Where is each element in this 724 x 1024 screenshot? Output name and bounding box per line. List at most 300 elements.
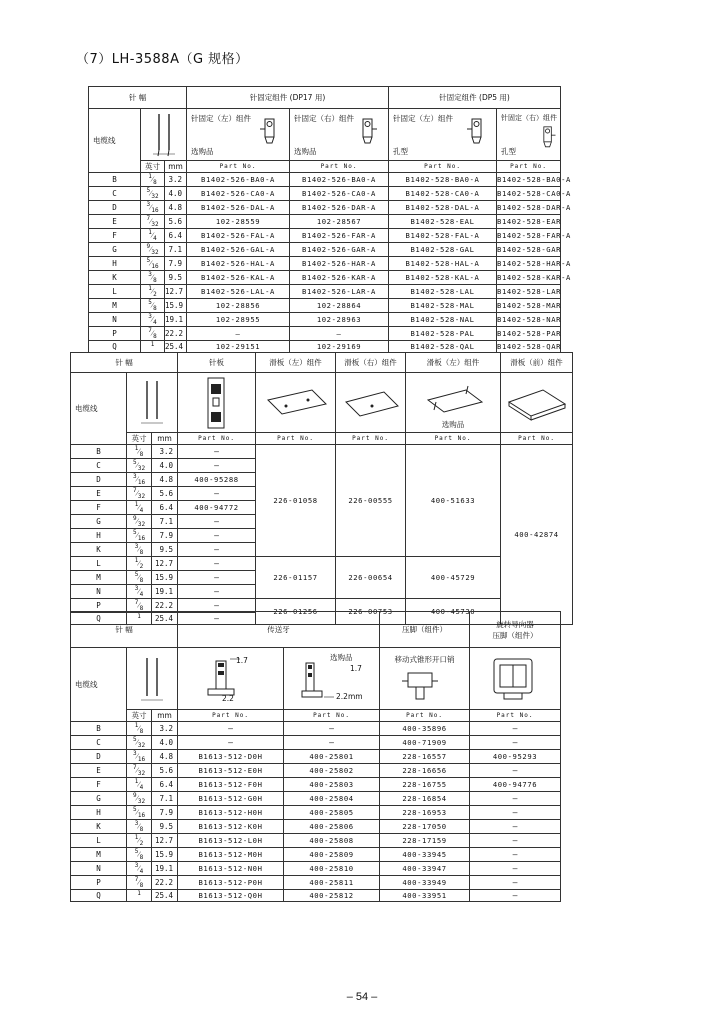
part-number-cell: 400-25809 — [284, 848, 380, 862]
inch-numerator: 9 — [132, 515, 137, 522]
inch-denominator: 8 — [153, 305, 157, 312]
slide-left2-part: 400-45730 — [406, 599, 501, 625]
fraction-slash: ⁄ — [138, 779, 140, 789]
row-letter: B — [89, 173, 141, 187]
part-number-cell: B1402-528-GAR — [497, 243, 561, 257]
part-no-header: Part No. — [470, 710, 561, 722]
table-row — [71, 792, 561, 806]
part-number-cell: B1402-526-LAL-A — [187, 285, 290, 299]
part-number-cell: 400-25812 — [284, 890, 380, 902]
row-inch — [127, 764, 152, 778]
part-number-cell: B1402-526-BA0-A — [290, 173, 389, 187]
inch-numerator: 5 — [146, 187, 151, 194]
row-mm: 7.1 — [165, 243, 187, 257]
needle-plate-icon — [178, 374, 256, 432]
row-letter: C — [71, 459, 127, 473]
part-number-cell: — — [470, 722, 561, 736]
part-number-cell: B1613-512-E0H — [178, 764, 284, 778]
part-number-cell: 228-17050 — [380, 820, 470, 834]
part-number-cell: — — [470, 764, 561, 778]
row-inch — [127, 515, 152, 529]
fraction-slash: ⁄ — [138, 586, 140, 596]
group-dp5-header: 针固定组件 (DP5 用) — [389, 87, 561, 109]
inch-numerator: 7 — [132, 487, 137, 494]
row-letter: B — [71, 722, 127, 736]
table-row — [89, 327, 561, 341]
row-inch — [141, 327, 165, 341]
row-inch — [127, 722, 152, 736]
feed-dog-opt-dim-22mm: 2.2mm — [336, 692, 363, 701]
part-number-cell: 400-35896 — [380, 722, 470, 736]
fraction-slash: ⁄ — [136, 460, 138, 470]
table-row — [71, 445, 573, 459]
row-mm: 7.1 — [152, 792, 178, 806]
feed-dog-dim-22: 2.2 — [222, 694, 234, 703]
part-no-header: Part No. — [501, 433, 573, 445]
part-number-cell: B1402-528-MAR — [497, 299, 561, 313]
inch-denominator: 16 — [137, 535, 146, 542]
row-mm: 7.1 — [152, 515, 178, 529]
slide-left2-figure — [406, 373, 501, 433]
row-letter: P — [89, 327, 141, 341]
inch-numerator: 7 — [148, 327, 152, 334]
feed-dog-opt-dim-17: 1.7 — [350, 664, 362, 673]
row-inch — [127, 557, 152, 571]
fraction-slash: ⁄ — [136, 765, 138, 775]
part-number-cell: — — [470, 820, 561, 834]
inch-numerator: 7 — [134, 599, 139, 606]
row-letter: E — [71, 487, 127, 501]
part-no-header: Part No. — [187, 161, 290, 173]
inch-denominator: 32 — [137, 493, 146, 500]
mm-header: mm — [165, 161, 187, 173]
part-number-cell: 102-28559 — [187, 215, 290, 229]
part-number-cell: 228-17159 — [380, 834, 470, 848]
part-number-cell: 400-94776 — [470, 778, 561, 792]
inch-numerator: 1 — [148, 229, 152, 236]
inch-denominator: 32 — [151, 249, 159, 256]
inch-numerator: 9 — [146, 243, 151, 250]
inch-numerator: 5 — [134, 848, 139, 855]
part-number-cell: B1402-528-NAL — [389, 313, 497, 327]
part-number-cell: B1402-528-CA0-A — [497, 187, 561, 201]
row-letter: K — [71, 543, 127, 557]
row-mm: 3.2 — [165, 173, 187, 187]
part-number-cell: — — [470, 862, 561, 876]
row-inch — [141, 257, 165, 271]
part-number-cell: B1613-512-D0H — [178, 750, 284, 764]
inch-header: 英寸 — [127, 433, 152, 445]
row-letter: D — [89, 201, 141, 215]
row-letter: C — [71, 736, 127, 750]
part-number-cell: B1613-512-N0H — [178, 862, 284, 876]
needle-clamp-right-dp5-icon — [538, 123, 558, 149]
fraction-slash: ⁄ — [151, 286, 154, 296]
fraction-slash: ⁄ — [151, 230, 154, 240]
row-inch — [127, 806, 152, 820]
part-number-cell: B1402-528-PAL — [389, 327, 497, 341]
inch-denominator: 4 — [139, 868, 144, 875]
part-number-cell: B1402-526-KAL-A — [187, 271, 290, 285]
row-letter: K — [71, 820, 127, 834]
slide-left-part: 226-01058 — [256, 445, 336, 557]
part-number-cell: 228-16953 — [380, 806, 470, 820]
feed-dog-header: 传送牙 — [178, 612, 380, 648]
fraction-slash: ⁄ — [136, 807, 138, 817]
slide-right-header: 滑板（右）组件 — [336, 353, 406, 373]
row-letter: M — [71, 571, 127, 585]
inch-denominator: 16 — [137, 756, 146, 763]
inch-denominator: 8 — [139, 728, 144, 735]
table-row — [71, 834, 561, 848]
inch-numerator: 3 — [132, 473, 137, 480]
part-number-cell: 400-25806 — [284, 820, 380, 834]
inch-denominator: 32 — [137, 742, 146, 749]
row-mm: 12.7 — [152, 557, 178, 571]
inch-numerator: 5 — [148, 299, 152, 306]
table-row — [89, 187, 561, 201]
needle-plate-part: — — [178, 571, 256, 585]
needle-clamp-left-icon — [257, 115, 281, 145]
part-number-cell: B1402-526-CA0-A — [290, 187, 389, 201]
inch-numerator: 9 — [132, 792, 137, 799]
feed-dog-presser-table — [70, 611, 561, 902]
row-letter: C — [89, 187, 141, 201]
feed-dog-dim-17: 1.7 — [236, 656, 248, 665]
part-number-cell: 102-29151 — [187, 341, 290, 353]
needle-plate-part: — — [178, 557, 256, 571]
inch-denominator: 4 — [139, 507, 144, 514]
needle-plate-figure — [178, 373, 256, 433]
fraction-slash: ⁄ — [138, 723, 140, 733]
part-number-cell: 400-33949 — [380, 876, 470, 890]
part-number-cell: B1402-528-PAR — [497, 327, 561, 341]
row-mm: 7.9 — [165, 257, 187, 271]
part-number-cell: B1402-528-KAL-A — [389, 271, 497, 285]
row-letter: D — [71, 473, 127, 487]
row-inch — [141, 187, 165, 201]
part-number-cell: B1402-528-BA0-A — [389, 173, 497, 187]
inch-denominator: 4 — [139, 591, 144, 598]
row-inch — [127, 890, 152, 902]
mm-header: mm — [152, 433, 178, 445]
part-no-header: Part No. — [284, 710, 380, 722]
part-number-cell: 400-25808 — [284, 834, 380, 848]
part-number-cell: B1402-528-LAL — [389, 285, 497, 299]
slide-right-part: 226-00753 — [336, 599, 406, 625]
inch-numerator: 3 — [134, 585, 139, 592]
row-letter: B — [71, 445, 127, 459]
row-inch — [127, 459, 152, 473]
needle-clamp-left-dp5-icon — [464, 115, 488, 145]
row-mm: 9.5 — [152, 820, 178, 834]
part-number-cell: — — [284, 722, 380, 736]
inch-numerator: 7 — [134, 876, 139, 883]
slide-left-part: 226-01157 — [256, 557, 336, 599]
inch-numerator: 1 — [148, 285, 152, 292]
part-number-cell: B1402-528-BA0-A — [497, 173, 561, 187]
row-inch — [141, 285, 165, 299]
needle-clamp-table — [88, 86, 571, 353]
part-number-cell: B1613-512-K0H — [178, 820, 284, 834]
row-letter: F — [89, 229, 141, 243]
table-row — [71, 806, 561, 820]
part-number-cell: B1402-526-HAR-A — [290, 257, 389, 271]
inch-denominator: 32 — [137, 770, 146, 777]
row-inch — [127, 750, 152, 764]
inch-denominator: 32 — [151, 221, 159, 228]
row-letter: L — [89, 285, 141, 299]
table-row — [71, 764, 561, 778]
part-no-header: Part No. — [380, 710, 470, 722]
row-letter: K — [89, 271, 141, 285]
row-letter: G — [89, 243, 141, 257]
row-inch — [127, 848, 152, 862]
twin-needle-icon — [127, 650, 177, 708]
part-number-cell: — — [470, 806, 561, 820]
part-number-cell: B1402-528-EAL — [389, 215, 497, 229]
inch-numerator: 3 — [132, 750, 137, 757]
fraction-slash: ⁄ — [136, 516, 138, 526]
table-row — [71, 750, 561, 764]
row-inch — [127, 501, 152, 515]
part-number-cell: 102-28963 — [290, 313, 389, 327]
col-right-label: 针固定（右）组件 — [294, 114, 355, 123]
row-mm: 4.8 — [152, 473, 178, 487]
part-number-cell: — — [470, 736, 561, 750]
fraction-slash: ⁄ — [138, 863, 140, 873]
inch-numerator: 3 — [134, 820, 139, 827]
row-inch — [127, 876, 152, 890]
row-mm: 4.8 — [152, 750, 178, 764]
table-row — [89, 341, 561, 353]
inch-numerator: 1 — [134, 834, 139, 841]
row-letter: Q — [71, 613, 127, 625]
row-mm: 5.6 — [165, 215, 187, 229]
fraction-slash: ⁄ — [138, 572, 140, 582]
table-row — [89, 243, 561, 257]
table-row — [89, 201, 561, 215]
inch-numerator: 1 — [150, 341, 155, 348]
fraction-slash: ⁄ — [151, 174, 154, 184]
inch-numerator: 1 — [148, 173, 152, 180]
row-letter: N — [71, 862, 127, 876]
group-dp17-header: 针固定组件 (DP17 用) — [187, 87, 389, 109]
needle-plate-part: — — [178, 613, 256, 625]
row-mm: 3.2 — [152, 445, 178, 459]
part-number-cell: — — [470, 792, 561, 806]
part-no-header: Part No. — [406, 433, 501, 445]
part-number-cell: 228-16557 — [380, 750, 470, 764]
fraction-slash: ⁄ — [150, 188, 152, 198]
part-number-cell: 228-16854 — [380, 792, 470, 806]
rotary-figure — [470, 648, 561, 710]
col-left-label: 针固定（左）组件 — [191, 114, 252, 123]
fraction-slash: ⁄ — [136, 530, 138, 540]
row-mm: 6.4 — [152, 778, 178, 792]
row-inch — [127, 473, 152, 487]
table-row — [89, 313, 561, 327]
part-number-cell: B1613-512-M0H — [178, 848, 284, 862]
fraction-slash: ⁄ — [150, 244, 152, 254]
dp5-left-cell — [389, 109, 497, 161]
part-no-header: Part No. — [256, 433, 336, 445]
row-inch — [141, 215, 165, 229]
row-inch — [127, 862, 152, 876]
row-mm: 9.5 — [165, 271, 187, 285]
inch-denominator: 32 — [137, 521, 146, 528]
fraction-slash: ⁄ — [138, 849, 140, 859]
inch-numerator: 5 — [132, 806, 137, 813]
inch-denominator: 8 — [153, 179, 157, 186]
row-mm: 3.2 — [152, 722, 178, 736]
row-letter: E — [89, 215, 141, 229]
needle-gauge-figure — [127, 373, 178, 433]
part-number-cell: 400-25805 — [284, 806, 380, 820]
inch-numerator: 3 — [146, 201, 151, 208]
inch-numerator: 5 — [132, 736, 137, 743]
part-number-cell: B1402-526-FAL-A — [187, 229, 290, 243]
rotary-header-line1: 旋转导向器 — [496, 619, 534, 629]
slide-left-figure — [256, 373, 336, 433]
row-inch — [141, 271, 165, 285]
inch-numerator: 5 — [134, 571, 139, 578]
table-row — [89, 271, 561, 285]
fraction-slash: ⁄ — [150, 216, 152, 226]
presser-note: 移动式锥形开口销 — [394, 655, 455, 664]
dp17-left-cell — [187, 109, 290, 161]
twin-needle-icon — [127, 375, 177, 431]
row-letter: L — [71, 557, 127, 571]
needle-plate-part: — — [178, 599, 256, 613]
cable-label: 电缆线 — [71, 373, 127, 445]
inch-numerator: 3 — [148, 271, 152, 278]
presser-header: 压脚（组件） — [380, 612, 470, 648]
rotary-header — [470, 612, 561, 648]
row-letter: F — [71, 778, 127, 792]
slide-left2-opt: 选购品 — [441, 420, 465, 429]
inch-denominator: 4 — [153, 235, 157, 242]
mm-header: mm — [152, 710, 178, 722]
row-mm: 4.0 — [152, 459, 178, 473]
part-number-cell: B1402-528-EAR — [497, 215, 561, 229]
row-inch — [141, 299, 165, 313]
part-number-cell: 400-33947 — [380, 862, 470, 876]
part-number-cell: — — [284, 736, 380, 750]
part-number-cell: B1402-526-DAL-A — [187, 201, 290, 215]
slide-right-part: 226-00654 — [336, 557, 406, 599]
row-mm: 25.4 — [165, 341, 187, 353]
row-letter: G — [71, 515, 127, 529]
part-number-cell: B1402-528-DAR-A — [497, 201, 561, 215]
part-no-header: Part No. — [389, 161, 497, 173]
page-title: （7）LH-3588A（G 规格） — [76, 52, 249, 67]
part-number-cell: 102-28567 — [290, 215, 389, 229]
row-inch — [127, 543, 152, 557]
row-letter: M — [71, 848, 127, 862]
part-number-cell: B1402-528-DAL-A — [389, 201, 497, 215]
fraction-slash: ⁄ — [151, 300, 154, 310]
needle-plate-part: 400-94772 — [178, 501, 256, 515]
part-number-cell: B1402-526-DAR-A — [290, 201, 389, 215]
slide-plate-front-icon — [501, 374, 573, 432]
part-number-cell: B1613-512-Q0H — [178, 890, 284, 902]
slide-left2-part: 400-51633 — [406, 445, 501, 557]
part-number-cell: B1613-512-L0H — [178, 834, 284, 848]
row-mm: 4.0 — [165, 187, 187, 201]
inch-numerator: 1 — [137, 613, 141, 620]
inch-denominator: 8 — [139, 577, 144, 584]
row-inch — [127, 778, 152, 792]
part-number-cell: B1402-526-CA0-A — [187, 187, 290, 201]
row-mm: 15.9 — [152, 571, 178, 585]
table-row — [89, 215, 561, 229]
fraction-slash: ⁄ — [138, 600, 140, 610]
needle-plate-part: — — [178, 445, 256, 459]
needle-clamp-right-icon — [356, 115, 380, 145]
table-row — [71, 722, 561, 736]
row-letter: Q — [71, 890, 127, 902]
row-inch — [141, 201, 165, 215]
needle-plate-part: — — [178, 459, 256, 473]
col-right-label-dp5: 针固定（右）组件 — [501, 114, 558, 122]
slide-right-figure — [336, 373, 406, 433]
row-inch — [141, 243, 165, 257]
table-row — [71, 890, 561, 902]
inch-denominator: 8 — [139, 605, 144, 612]
part-number-cell: 102-28955 — [187, 313, 290, 327]
fraction-slash: ⁄ — [150, 258, 152, 268]
table-row — [71, 862, 561, 876]
part-number-cell: B1613-512-G0H — [178, 792, 284, 806]
needle-gauge-header: 针 幅 — [89, 87, 187, 109]
part-number-cell: — — [178, 736, 284, 750]
row-mm: 6.4 — [165, 229, 187, 243]
inch-numerator: 1 — [134, 722, 139, 729]
row-mm: 7.9 — [152, 806, 178, 820]
inch-numerator: 1 — [137, 890, 141, 897]
part-number-cell: 400-33945 — [380, 848, 470, 862]
row-letter: P — [71, 876, 127, 890]
part-number-cell: — — [470, 890, 561, 902]
slide-front-header: 滑板（前）组件 — [501, 353, 573, 373]
fraction-slash: ⁄ — [150, 202, 152, 212]
table-row — [71, 778, 561, 792]
needle-plate-part: — — [178, 529, 256, 543]
part-no-header: Part No. — [497, 161, 561, 173]
part-number-cell: B1613-512-F0H — [178, 778, 284, 792]
row-inch — [141, 341, 165, 353]
inch-denominator: 8 — [139, 854, 144, 861]
part-number-cell: 228-16755 — [380, 778, 470, 792]
part-no-header: Part No. — [336, 433, 406, 445]
inch-numerator: 3 — [134, 543, 139, 550]
needle-plate-part: — — [178, 543, 256, 557]
part-number-cell: B1402-528-LAR — [497, 285, 561, 299]
table-row — [71, 820, 561, 834]
dp5-left-hole: 孔型 — [393, 147, 409, 156]
needle-gauge-header: 针 幅 — [71, 612, 178, 648]
row-mm: 5.6 — [152, 487, 178, 501]
inch-denominator: 2 — [153, 291, 157, 298]
row-mm: 12.7 — [165, 285, 187, 299]
fraction-slash: ⁄ — [136, 474, 138, 484]
needle-plate-part: — — [178, 585, 256, 599]
part-number-cell: — — [470, 834, 561, 848]
row-mm: 15.9 — [152, 848, 178, 862]
row-mm: 22.2 — [152, 876, 178, 890]
table-row — [71, 876, 561, 890]
